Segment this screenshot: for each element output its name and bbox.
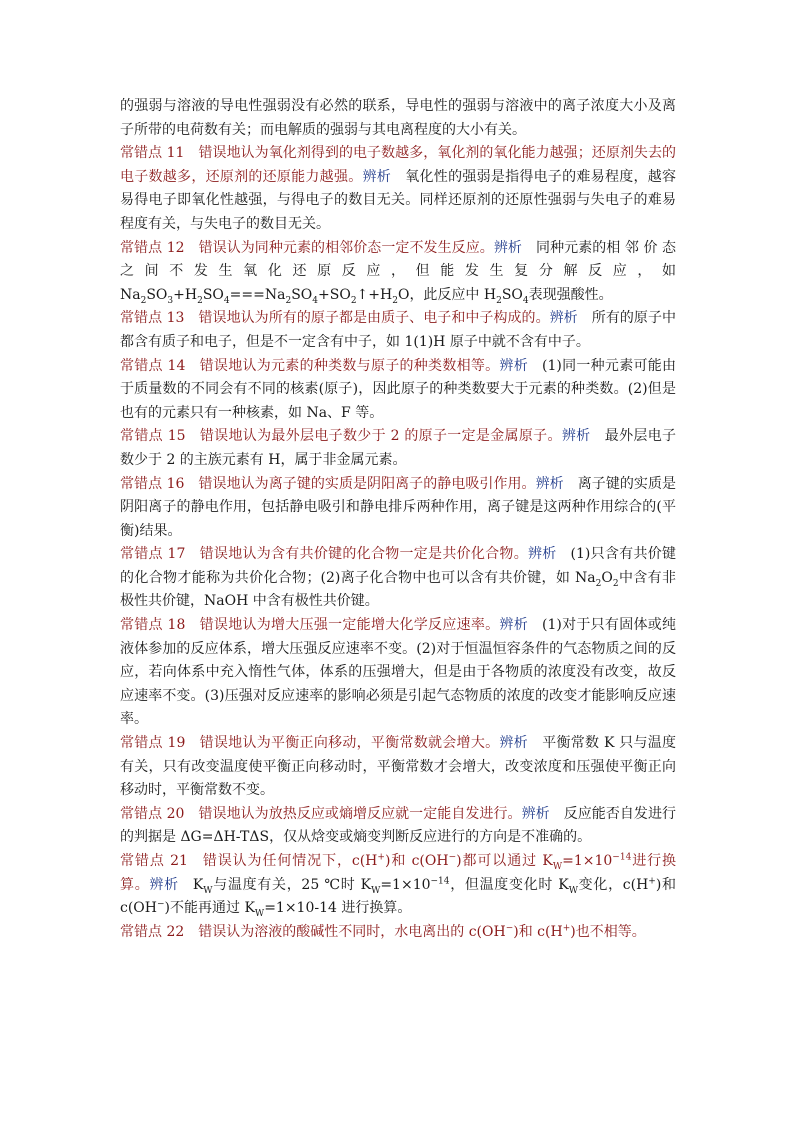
analysis-text: $K_W$与温度有关，25 ℃时 $K_W=1\times 10^{-14}$，但温度变化时 $K_W$变化，c(H+)和 c(OH−)不能再通过 $K_W=1\times 10-14$ 进行换算。 (120, 875, 677, 919)
error-point-label: 常错点 19 (120, 735, 186, 752)
error-point-label: 常错点 11 (120, 145, 185, 162)
error-point-14 (120, 355, 676, 426)
error-point-label: 常错点 16 (120, 475, 185, 492)
error-claim: 错误地认为氧化剂得到的电子数越多，氧化剂的氧化能力越强；还原剂失去的电子数越多，还原剂的还原能力越强。 (120, 145, 677, 185)
error-claim: 错误地认为平衡正向移动，平衡常数就会增大。 (199, 735, 500, 752)
error-point-15 (120, 425, 676, 472)
analysis-keyword: 辨析 (499, 357, 528, 374)
analysis-keyword: 辨析 (362, 168, 392, 185)
error-point-label: 常错点 12 (120, 239, 185, 256)
error-point-label: 常错点 21 (120, 853, 188, 869)
error-point-20 (120, 803, 676, 850)
error-claim: 错误认为溶液的酸碱性不同时，水电离出的 c(OH−)和 c(H+)也不相等。 (198, 923, 646, 940)
error-claim: 错误认为同种元素的相邻价态一定不发生反应。 (198, 239, 494, 256)
error-point-13 (120, 307, 676, 354)
analysis-keyword: 辨析 (499, 617, 528, 634)
analysis-text: 所有的原子中都含有质子和电子，但是不一定含有中子，如 1(1)H 原子中就不含有中子。 (120, 310, 677, 350)
analysis-keyword: 辨析 (561, 428, 591, 445)
analysis-text: 同种元素的相 邻 价 态 之 间 不 发 生 氧 化 还 原 反 应 ， 但 能 发 生 复 分 解 反 应 ， 如 (120, 239, 677, 280)
error-claim: 错误地认为离子键的实质是阴阳离子的静电吸引作用。 (198, 475, 536, 492)
analysis-keyword: 辨析 (493, 239, 522, 256)
error-point-label: 常错点 17 (120, 546, 186, 563)
error-claim: 错误地认为含有共价键的化合物一定是共价化合物。 (199, 546, 528, 563)
analysis-text: (1)对于只有固体或纯液体参加的反应体系，增大压强反应速率不变。(2)对于恒温恒容条件的气态物质之间的反应，若向体系中充入惰性气体，体系的压强增大，但是由于各物质的浓度没有改变，故反应速率不变。(3)压强对反应速率的影响必须是引起气态物质的浓度的改变才能影响反应速率。 (120, 617, 677, 728)
error-claim: 错误地认为所有的原子都是由质子、电子和中子构成的。 (198, 310, 550, 327)
analysis-keyword: 辨析 (527, 546, 557, 563)
error-claim: 错误认为任何情况下，c(H+)和 c(OH−)都可以通过 $K_W=1\times 10^{-14}$进行换算。 (120, 852, 677, 893)
error-point-label: 常错点 14 (120, 357, 186, 374)
analysis-text: 最外层电子数少于 2 的主族元素有 H，属于非金属元素。 (120, 428, 677, 468)
intro-paragraph: 的强弱与溶液的导电性强弱没有必然的联系，导电性的强弱与溶液中的离子浓度大小及离子所带的电荷数有关；而电解质的强弱与其电离程度的大小有关。 (120, 98, 676, 138)
error-claim: 错误地认为增大压强一定能增大化学反应速率。 (199, 617, 500, 634)
analysis-text: 平衡常数 K 只与温度有关，只有改变温度使平衡正向移动时，平衡常数才会增大，改变浓度和压强使平衡正向移动时，平衡常数不变。 (120, 735, 677, 799)
error-point-label: 常错点 15 (120, 428, 186, 445)
analysis-text: (1)同一种元素可能由于质量数的不同会有不同的核素(原子)，因此原子的种类数要大于元素的种类数。(2)但是也有的元素只有一种核素，如 Na、F 等。 (120, 357, 677, 421)
analysis-text: 氧化性的强弱是指得电子的难易程度，越容易得电子即氧化性越强，与得电子的数目无关。同样还原剂的还原性强弱与失电子的难易程度有关，与失电子的数目无关。 (120, 168, 677, 232)
document-body (120, 95, 676, 944)
analysis-keyword: 辨析 (149, 876, 179, 893)
analysis-text: (1)只含有共价键的化合物才能称为共价化合物；(2)离子化合物中也可以含有共价键，如 $Na_2O_2$中含有非极性共价键，NaOH 中含有极性共价键。 (120, 546, 677, 610)
error-point-22 (120, 921, 676, 945)
error-point-12: 常错点 12 错误认为同种元素的相邻价态一定不发生反应。辨析 同种元素的相 邻 价 态 之 间 不 发 生 氧 化 还 原 反 应 ， 但 能 发 生 复 分 解 反 应 ， 如 $Na_2SO_3+H_2SO_4===Na_2SO_4+SO_2↑+H_2O$，此反应中 $H_2SO_4$表现强酸性。 (120, 239, 677, 306)
analysis-text: 反应能否自发进行的判据是 ΔG=ΔH-TΔS，仅从焓变或熵变判断反应进行的方向是不准确的。 (120, 805, 677, 846)
error-point-label: 常错点 18 (120, 617, 186, 634)
error-point-18 (120, 614, 676, 732)
error-point-19 (120, 732, 676, 803)
error-point-21 (120, 850, 676, 921)
error-claim: 错误地认为放热反应或熵增反应就一定能自发进行。 (198, 805, 522, 822)
error-point-11 (120, 142, 676, 236)
analysis-text: 离子键的实质是阴阳离子的静电作用，包括静电吸引和静电排斥两种作用，离子键是这两种作用综合的(平衡)结果。 (120, 475, 677, 539)
analysis-keyword: 辨析 (499, 735, 528, 752)
analysis-keyword: 辨析 (521, 805, 550, 822)
error-claim: 错误地认为元素的种类数与原子的种类数相等。 (199, 357, 500, 374)
error-point-label: 常错点 22 (120, 923, 185, 940)
error-claim: 错误地认为最外层电子数少于 2 的原子一定是金属原子。 (199, 428, 562, 445)
error-point-16 (120, 473, 676, 544)
error-point-label: 常错点 13 (120, 310, 185, 327)
chemical-equation: $Na_2SO_3+H_2SO_4===Na_2SO_4+SO_2↑+H_2O$ (120, 286, 410, 306)
error-point-17 (120, 543, 676, 614)
error-point-label: 常错点 20 (120, 805, 185, 822)
analysis-keyword: 辨析 (535, 475, 564, 492)
analysis-keyword: 辨析 (549, 310, 578, 327)
